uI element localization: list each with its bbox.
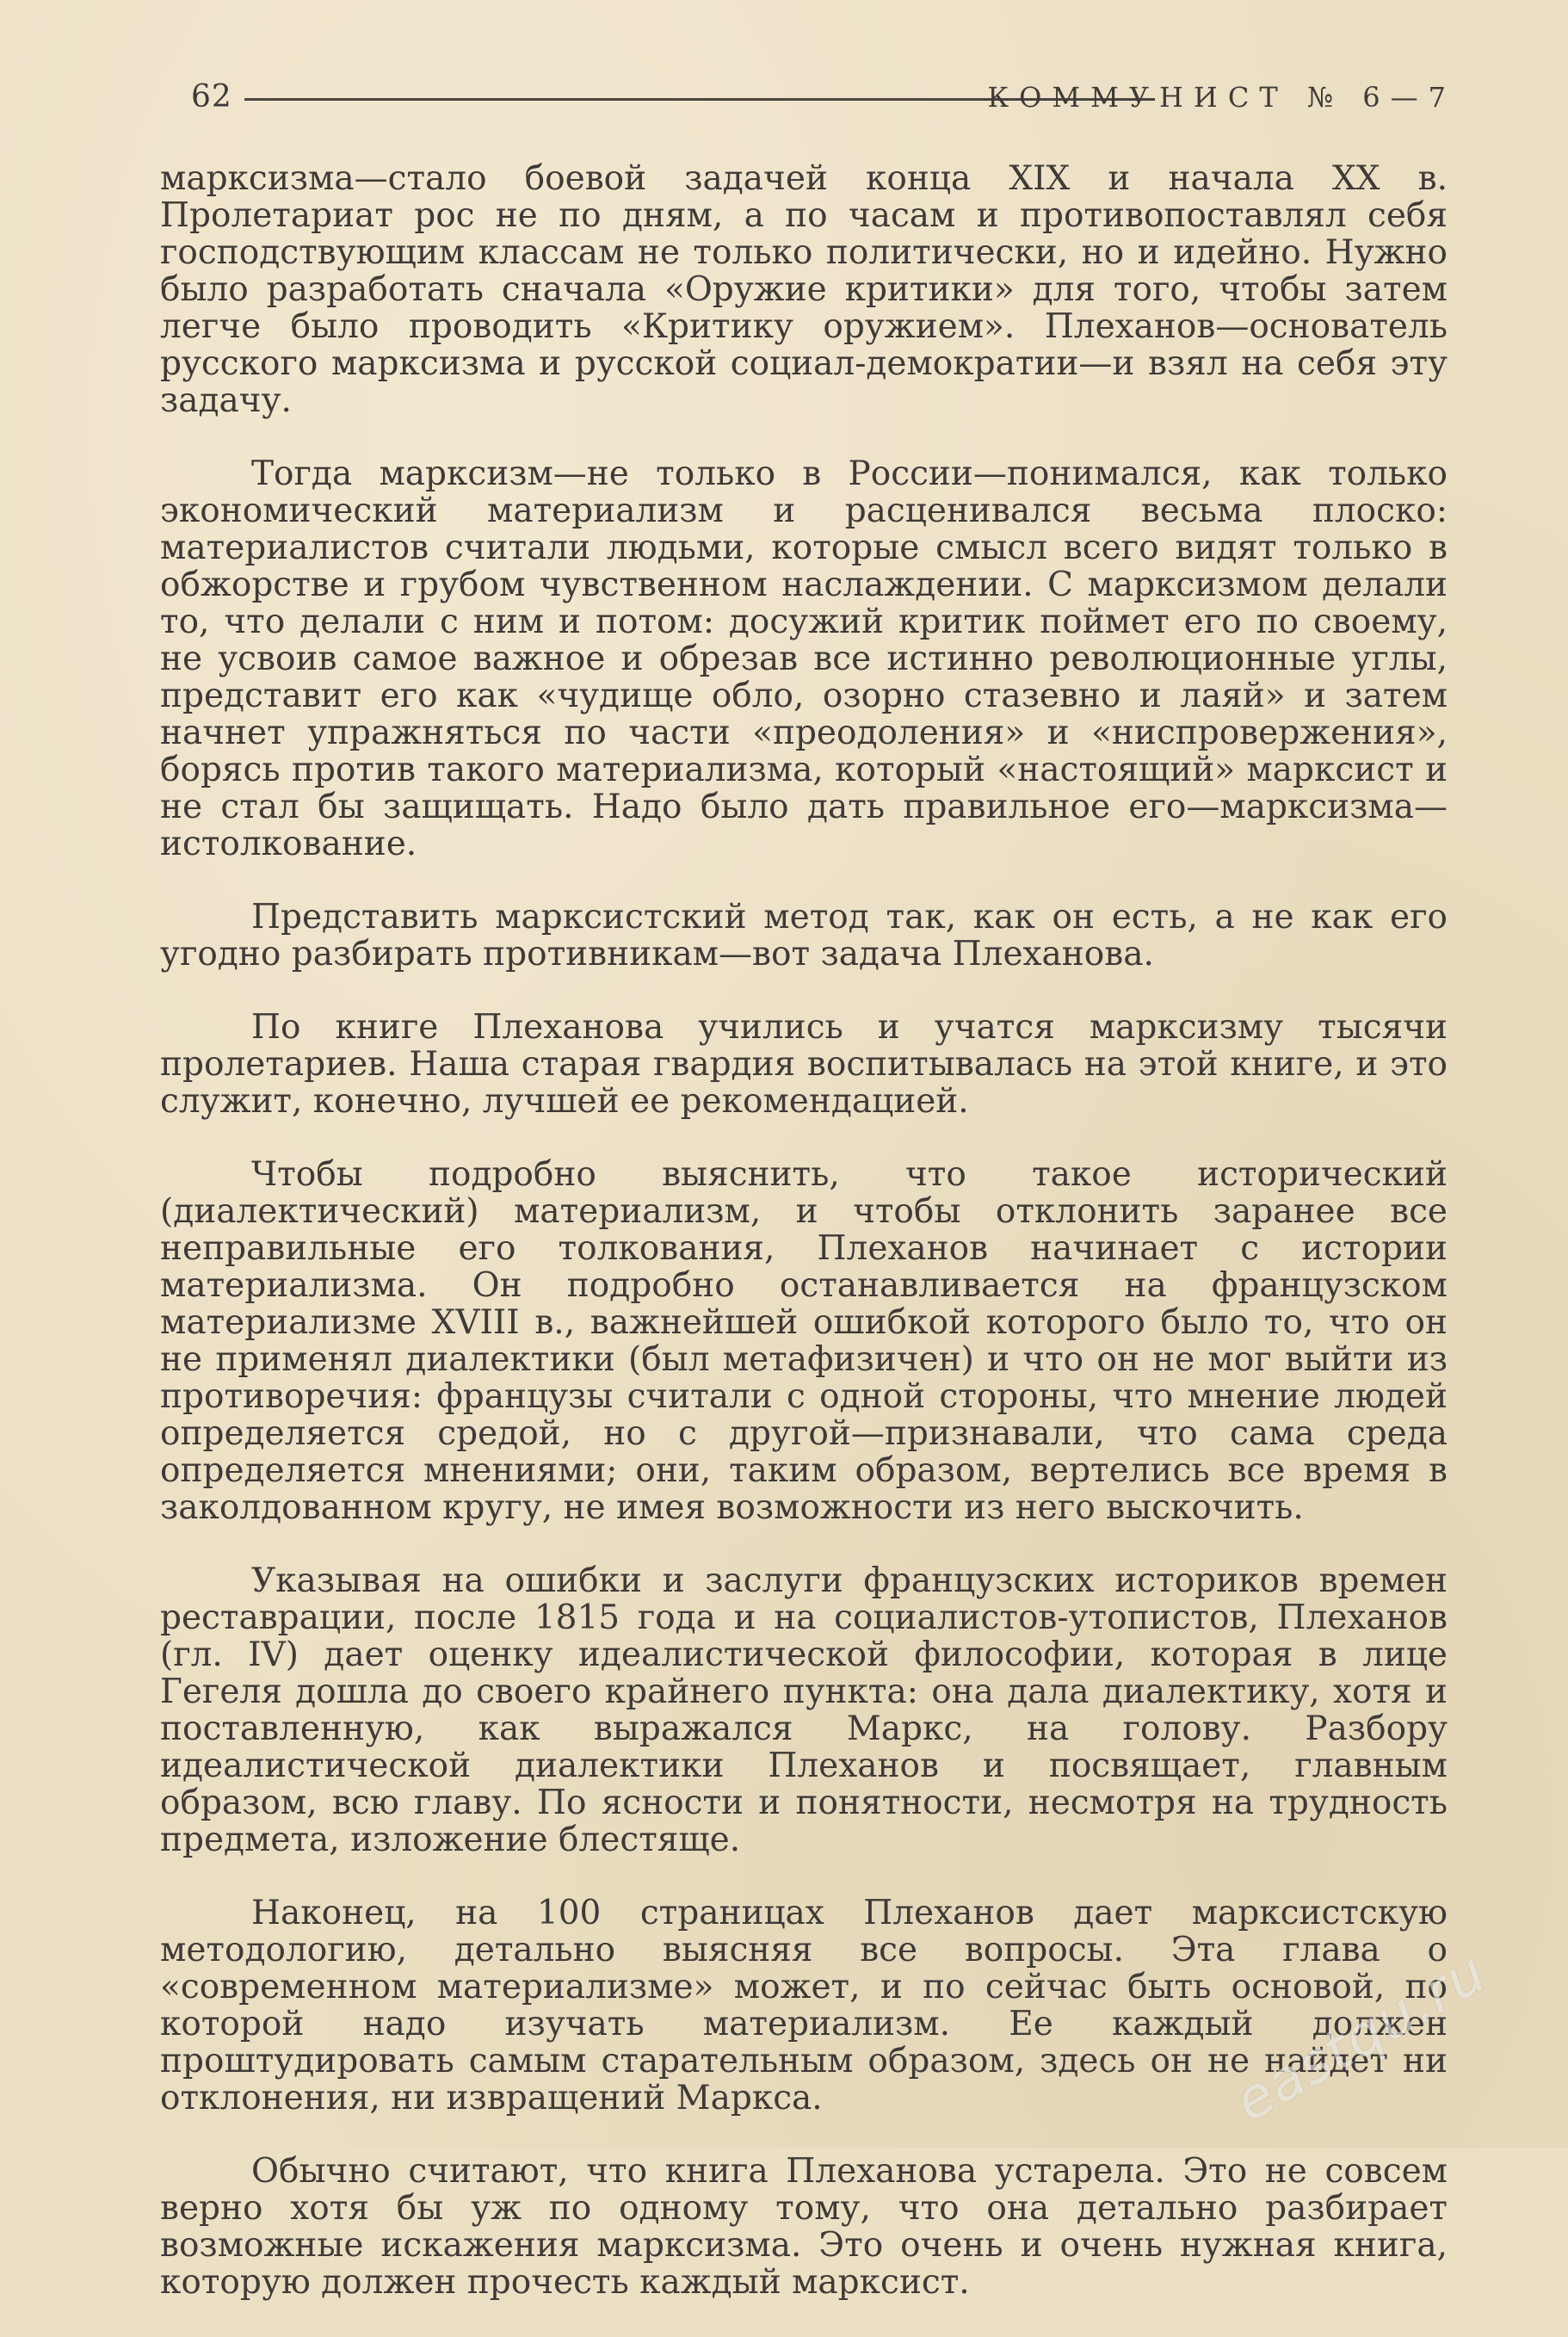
paragraph-task: Представить марксистский метод так, как он есть, а не как его угодно разбирать противникам—вот задача Плеханова. <box>160 898 1448 974</box>
page-number: 62 <box>191 79 232 114</box>
paragraph-history-materialism: Чтобы подробно выяснить, что такое исторический (диалектический) материализм, и чтобы отклонить заранее все неправильные его толкования, Плеханов начинает с истории материализма. Он подробно останавливается на французском материализме XVIII в., важнейшей ошибкой которого было то, что он не применял диалектики (был метафизичен) и что он не мог выйти из противоречия: французы считали с одной стороны, что мнение людей определяется средой, но с другой—признавали, что сама среда определяется мнениями; они, таким образом, вертелись все время в заколдованном кругу, не имея возможности из него выскочить. <box>160 1155 1448 1527</box>
paragraph-economic-materialism: Тогда марксизм—не только в России—понимался, как только экономический материализм и расценивался весьма плоско: материалистов считали людьми, которые смысл всего видят только в обжорстве и грубом чувственном наслаждении. С марксизмом делали то, что делали с ним и потом: досужий критик поймет его по своему, не усвоив самое важное и обрезав все истинно революционные углы, представит его как «чудище обло, озорно стазевно и лаяй» и затем начнет упражняться по части «преодоления» и «ниспровержения», борясь против такого материализма, который «настоящий» марксист и не стал бы защищать. Надо было дать правильное его—марксизма—истолкование. <box>160 454 1448 863</box>
paragraph-old-guard: По книге Плеханова учились и учатся марксизму тысячи пролетариев. Наша старая гвардия воспитывалась на этой книге, и это служит, конечно, лучшей ее рекомендацией. <box>160 1008 1448 1121</box>
running-title: КОММУНИСТ № 6—7 <box>987 81 1456 114</box>
watermark-logo: eastqu.ru <box>1225 1940 1498 2135</box>
paragraph-methodology: Наконец, на 100 страницах Плеханов дает марксистскую методологию, детально выясняя все вопросы. Эта глава о «современном материализме» может, и по сейчас быть основой, по которой надо изучать материализм. Ее каждый должен проштудировать самым старательным образом, здесь он не найдет ни отклонения, ни извращений Маркса. <box>160 1894 1448 2118</box>
article-body <box>160 160 1448 2337</box>
paragraph-conclusion: Обычно считают, что книга Плеханова устарела. Это не совсем верно хотя бы уж по одному тому, что она детально разбирает возможные искажения марксизма. Это очень и очень нужная книга, которую должен прочесть каждый марксист. <box>160 2152 1448 2302</box>
page-header <box>191 79 1456 121</box>
paragraph-continuation: марксизма—стало боевой задачей конца XIX и начала XX в. Пролетариат рос не по дням, а по часам и противопоставлял себя господствующим классам не только политически, но и идейно. Нужно было разработать сначала «Оружие критики» для того, чтобы затем легче было проводить «Критику оружием». Плеханов—основатель русского марксизма и русской социал-демократии—и взял на себя эту задачу. <box>160 159 1448 420</box>
paragraph-idealist-philosophy: Указывая на ошибки и заслуги французских историков времен реставрации, после 1815 года и на социалистов-утопистов, Плеханов (гл. IV) дает оценку идеалистической философии, которая в лице Гегеля дошла до своего крайнего пункта: она дала диалектику, хотя и поставленную, как выражался Маркс, на голову. Разбору идеалистической диалектики Плеханов и посвящает, главным образом, всю главу. По ясности и понятности, несмотря на трудность предмета, изложение блестяще. <box>160 1561 1448 1859</box>
